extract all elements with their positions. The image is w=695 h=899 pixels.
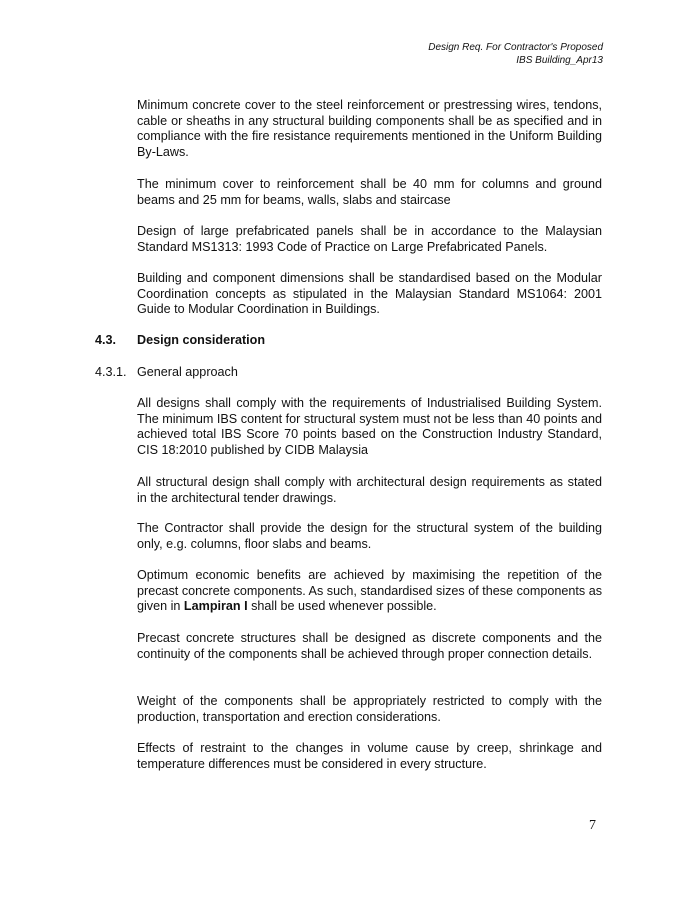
- paragraph-contractor-design: [137, 521, 602, 552]
- text-before: Optimum economic benefits are achieved by maximising the repetition of the precast concrete components. As such, standardised sizes of these components as given in: [137, 568, 602, 614]
- paragraph-component-weight: [137, 694, 602, 725]
- header-line-1: Design Req. For Contractor's Proposed: [428, 42, 603, 53]
- paragraph-prefab-panels: [137, 224, 602, 255]
- paragraph-text: Design of large prefabricated panels shall be in accordance to the Malaysian Standard MS1313: 1993 Code of Practice on Large Prefabricated Panels.: [137, 224, 602, 254]
- running-header: [428, 41, 603, 67]
- lampiran-reference: Lampiran I: [183, 599, 248, 614]
- paragraph-text: [137, 568, 602, 615]
- paragraph-economic-benefits: [137, 568, 602, 615]
- paragraph-text: The minimum cover to reinforcement shall be 40 mm for columns and ground beams and 25 mm for beams, walls, slabs and staircase: [137, 177, 602, 207]
- section-heading: [95, 333, 265, 349]
- paragraph-text: Effects of restraint to the changes in volume cause by creep, shrinkage and temperature differences must be considered in every structure.: [137, 741, 602, 771]
- paragraph-text: Weight of the components shall be appropriately restricted to comply with the production, transportation and erection considerations.: [137, 694, 602, 724]
- paragraph-minimum-cover: [137, 177, 602, 208]
- subsection-number: 4.3.1.: [95, 365, 127, 379]
- section-title: Design consideration: [137, 333, 266, 347]
- paragraph-concrete-cover: [137, 98, 602, 160]
- header-line-2: IBS Building_Apr13: [516, 55, 603, 66]
- subsection-title: General approach: [137, 365, 238, 379]
- text-after: shall be used whenever possible.: [247, 599, 437, 614]
- paragraph-text: Minimum concrete cover to the steel reinforcement or prestressing wires, tendons, cable or sheaths in any structural building components shall be as specified and in compliance with the fire resistance requirements mentioned in the Uniform Building By-Laws.: [137, 98, 602, 159]
- paragraph-modular-coordination: [137, 271, 602, 318]
- section-number: 4.3.: [95, 333, 117, 347]
- subsection-heading: [95, 365, 238, 381]
- paragraph-text: The Contractor shall provide the design for the structural system of the building only, e.g. columns, floor slabs and beams.: [137, 521, 602, 551]
- paragraph-architectural-compliance: [137, 475, 602, 506]
- paragraph-text: All designs shall comply with the requirements of Industrialised Building System. The minimum IBS content for structural system must not be less than 40 points and achieved total IBS Score 70 points based on the Construction Industry Standard, CIS 18:2010 published by CIDB Malaysia: [137, 396, 602, 457]
- paragraph-text: Precast concrete structures shall be designed as discrete components and the continuity of the components shall be achieved through proper connection details.: [137, 631, 602, 661]
- paragraph-text: Building and component dimensions shall be standardised based on the Modular Coordination concepts as stipulated in the Malaysian Standard MS1064: 2001 Guide to Modular Coordination in Buildings.: [137, 271, 602, 317]
- paragraph-restraint-effects: [137, 741, 602, 772]
- paragraph-precast-structures: [137, 631, 602, 662]
- page-number: 7: [589, 818, 596, 833]
- paragraph-ibs-requirements: [137, 396, 602, 458]
- paragraph-text: All structural design shall comply with architectural design requirements as stated in the architectural tender drawings.: [137, 475, 602, 505]
